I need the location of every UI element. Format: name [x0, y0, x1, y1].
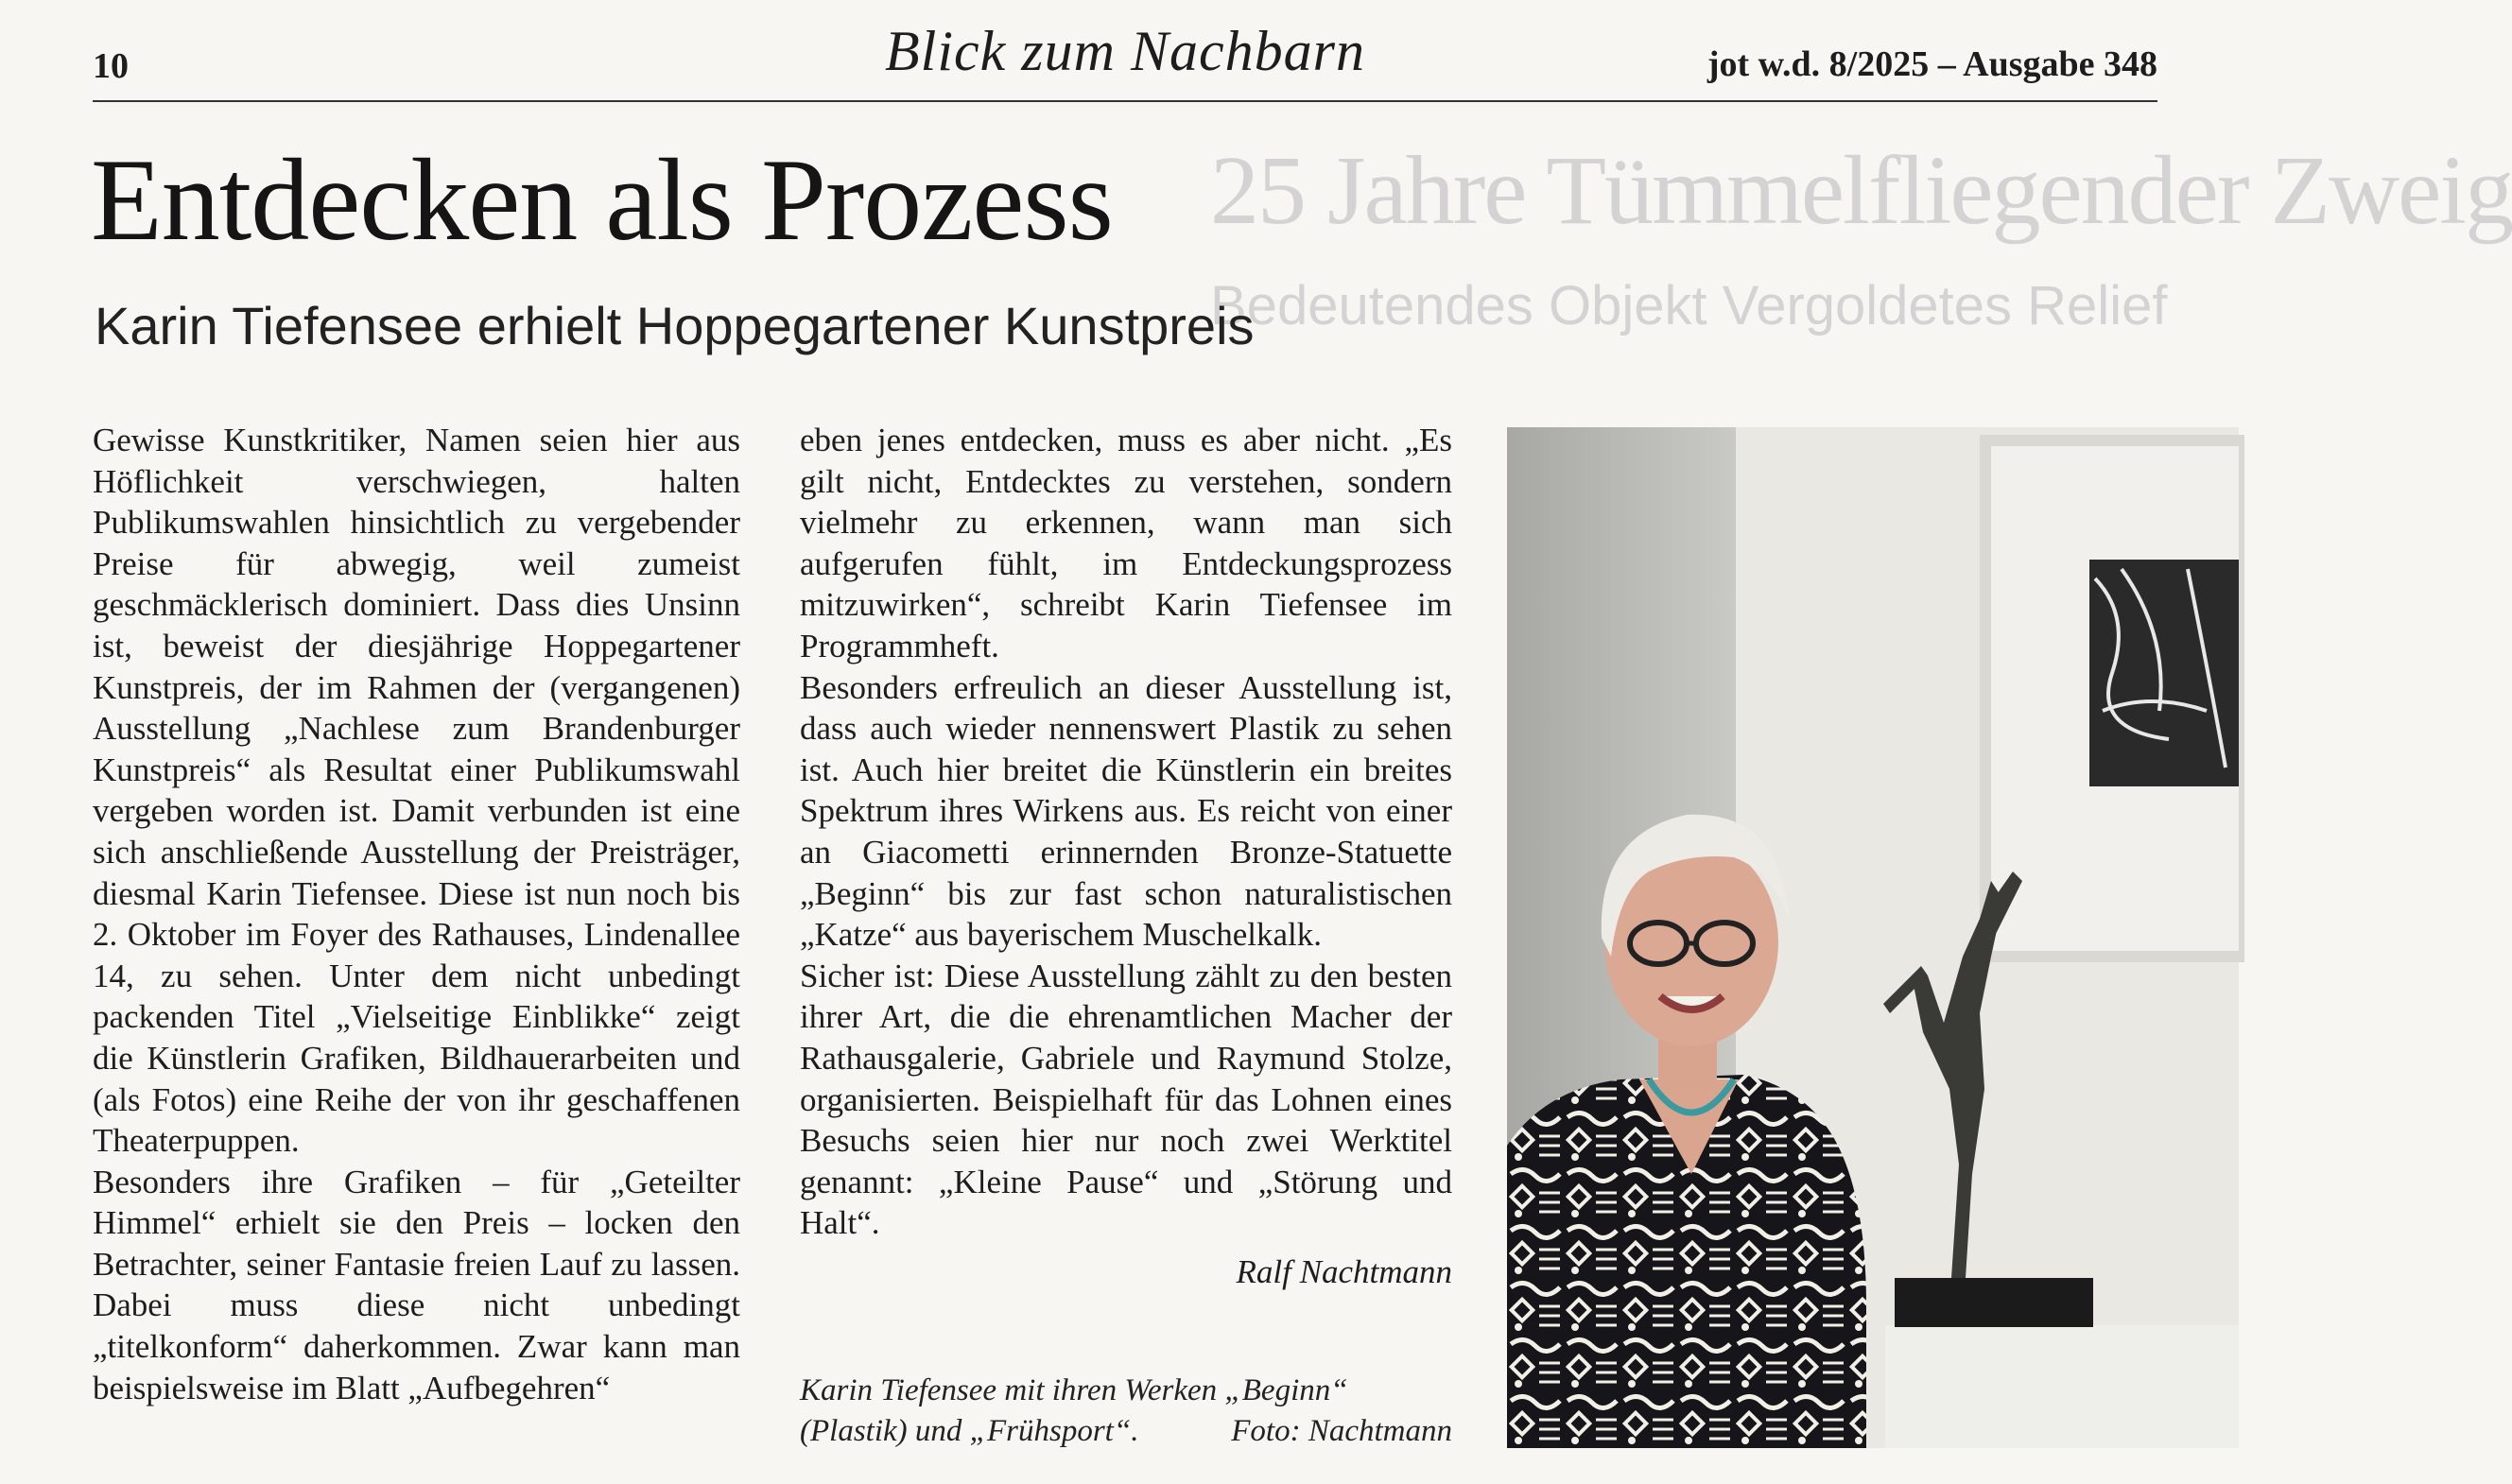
paragraph: Gewisse Kunstkritiker, Namen seien hier aus Höflichkeit verschwiegen, halten Publikumswahlen hinsichtlich zu vergebender Preise für abwegig, weil zumeist geschmäcklerisch dominiert. Dass dies Unsinn ist, beweist der diesjährige Hoppegartener Kunstpreis, der im Rahmen der (vergangenen) Ausstellung „Nachlese zum Brandenburger Kunstpreis“ als Resultat einer Publikumswahl vergeben worden ist. Damit verbunden ist eine sich anschließende Ausstellung der Preisträger, diesmal Karin Tiefensee. Diese ist nun noch bis 2. Oktober im Foyer des Rathauses, Lindenallee 14, zu sehen. Unter dem nicht unbedingt packenden Titel „Vielseitige Einblikke“ zeigt die Künstlerin Grafiken, Bildhauerarbeiten und (als Fotos) eine Reihe der von ihr geschaffenen Theaterpuppen.: [93, 422, 740, 1160]
article-column-1: [93, 420, 740, 1408]
article-subtitle: Karin Tiefensee erhielt Hoppegartener Kunstpreis: [95, 296, 1255, 355]
caption-text: Karin Tiefensee mit ihren Werken „Beginn“ (Plastik) und „Frühsport“.: [800, 1373, 1348, 1448]
bleed-through-text: [1210, 136, 2512, 337]
photo-credit: Foto: Nachtmann: [1231, 1414, 1452, 1448]
section-title: Blick zum Nachbarn: [885, 20, 1365, 82]
page-number: 10: [93, 46, 129, 86]
bleed-through-title: 25 Jahre Tümmelfliegender Zweig: [1210, 136, 2512, 245]
paragraph: Sicher ist: Diese Ausstellung zählt zu den besten ihrer Art, die die ehrenamtlichen Macher der Rathausgalerie, Gabriele und Raymund Stolze, organisierten. Beispielhaft für das Lohnen eines Besuchs seien hier nur noch zwei Werktitel genannt: „Kleine Pause“ und „Störung und Halt“.: [800, 957, 1452, 1242]
paragraph: Besonders erfreulich an dieser Ausstellung ist, dass auch wieder nennenswert Plastik zu sehen ist. Auch hier breitet die Künstlerin ein breites Spektrum ihres Wirkens aus. Es reicht von einer an Giacometti erinnernden Bronze-Statuette „Beginn“ bis zur fast schon naturalistischen „Katze“ aus bayerischem Muschelkalk.: [800, 668, 1452, 954]
issue-info: jot w.d. 8/2025 – Ausgabe 348: [1706, 44, 2157, 84]
photo-caption: [800, 1371, 1452, 1452]
article-title: Entdecken als Prozess: [91, 135, 1113, 265]
bleed-through-subtitle: Bedeutendes Objekt Vergoldetes Relief: [1210, 275, 2168, 336]
article-column-2: [800, 420, 1452, 1292]
page-header: [93, 19, 2157, 102]
paragraph: Besonders ihre Grafiken – für „Geteilter Himmel“ erhielt sie den Preis – locken den Betrachter, seiner Fantasie freien Lauf zu lassen. Dabei muss diese nicht unbedingt „titelkonform“ daherkommen. Zwar kann man beispielsweise im Blatt „Aufbegehren“: [93, 1163, 740, 1406]
photo-illustration: [1507, 427, 2239, 1448]
author-byline: Ralf Nachtmann: [1236, 1252, 1452, 1290]
article-photo: [1507, 427, 2239, 1448]
paragraph: eben jenes entdecken, muss es aber nicht. „Es gilt nicht, Entdecktes zu verstehen, sondern vielmehr zu erkennen, wann man sich aufgerufen fühlt, im Entdeckungsprozess mitzuwirken“, schreibt Karin Tiefensee im Programmheft.: [800, 422, 1452, 664]
